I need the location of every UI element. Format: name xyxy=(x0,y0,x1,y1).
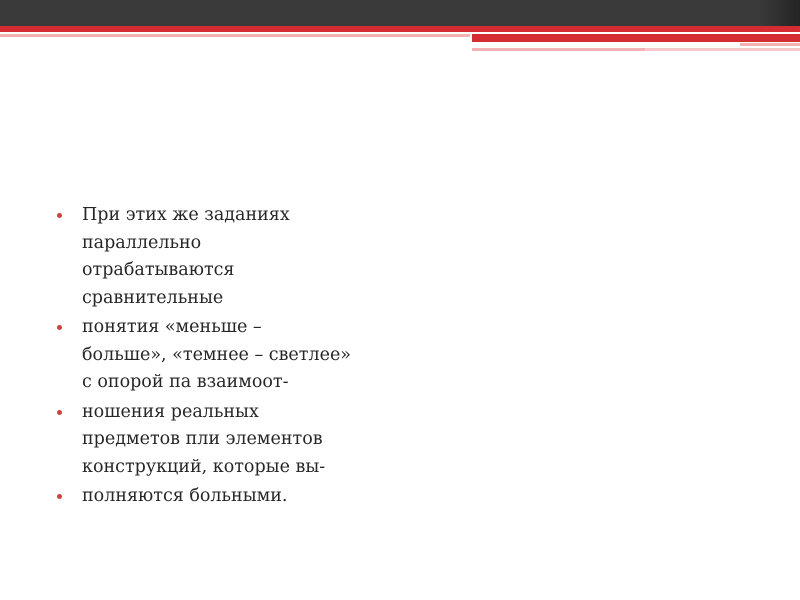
header-corner-shade xyxy=(760,0,800,26)
bullet-text: полняются больными. xyxy=(82,486,288,506)
bullet-dot-icon xyxy=(57,325,62,330)
header-red-stripe xyxy=(0,26,800,32)
header-red-stripe-right xyxy=(472,34,800,42)
bullet-item xyxy=(54,314,414,397)
bullet-item xyxy=(54,399,414,482)
bullet-text: понятия «меньше – больше», «темнее – светлее» с опорой па взаимоот- xyxy=(82,317,352,392)
bullet-item xyxy=(54,202,414,312)
bullet-item xyxy=(54,483,414,511)
bullet-text: ношения реальных предметов пли элементов конструкций, которые вы- xyxy=(82,401,326,477)
header-light-stripe-left xyxy=(0,34,470,37)
header-light-stripe-right-c xyxy=(645,48,800,51)
bullet-dot-icon xyxy=(57,213,62,218)
header-light-stripe-right-a xyxy=(740,43,800,46)
bullet-text: При этих же заданиях параллельно отрабатываются сравнительные xyxy=(82,205,290,308)
bullet-dot-icon xyxy=(57,410,62,415)
header-band xyxy=(0,0,800,26)
bullet-dot-icon xyxy=(57,494,62,499)
slide-bullet-list xyxy=(54,202,414,513)
header-light-stripe-right-b xyxy=(472,48,645,51)
